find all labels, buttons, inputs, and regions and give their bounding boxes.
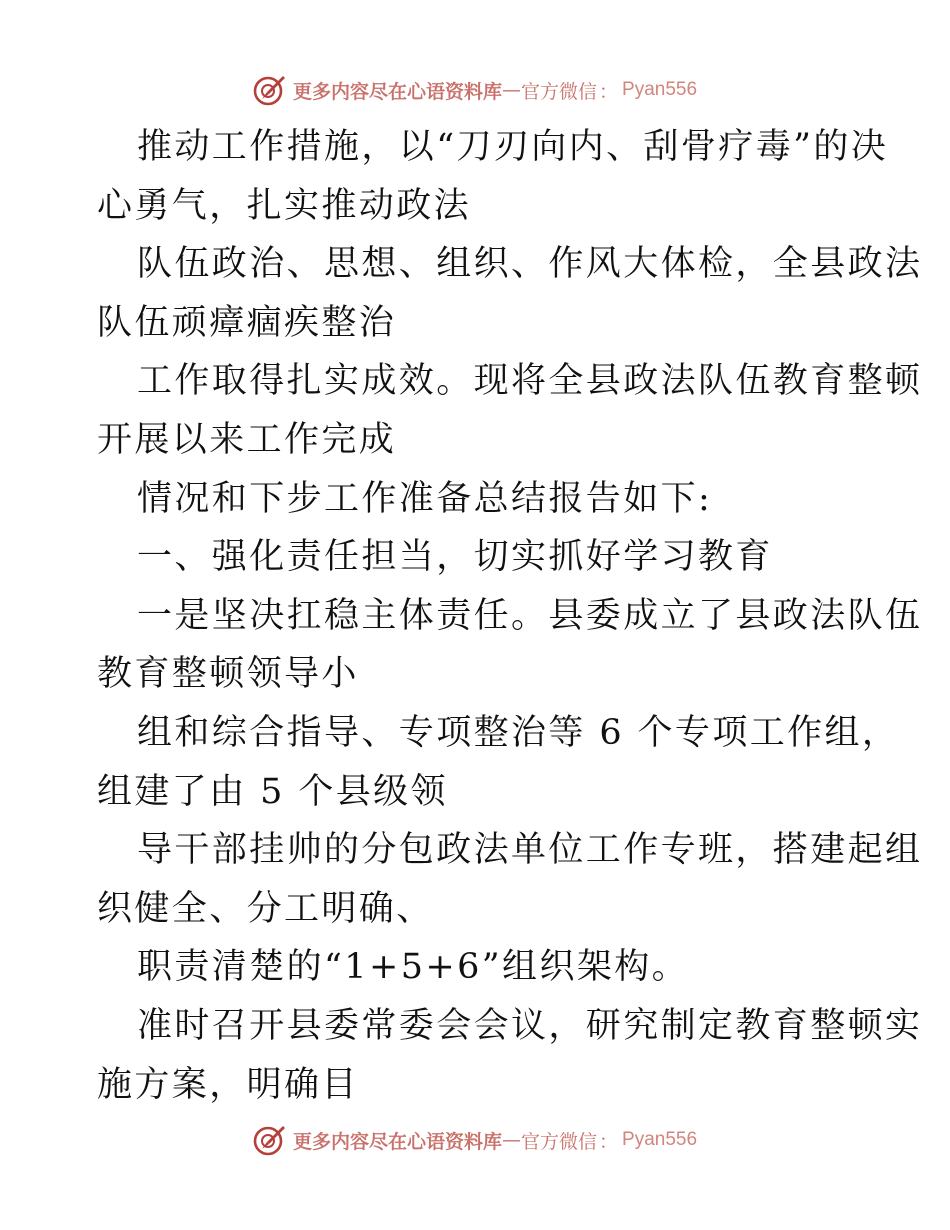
wechat-colon: ：: [599, 80, 619, 103]
text-line: 织健全、分工明确、: [97, 888, 434, 929]
wechat-colon: ：: [599, 1130, 619, 1153]
quill-logo-icon: [253, 1123, 287, 1157]
text-line: 组和综合指导、专项整治等 6 个专项工作组，: [137, 712, 900, 753]
separator-dash: —: [501, 1129, 521, 1151]
text-line: 开展以来工作完成: [97, 419, 397, 460]
document-body: [97, 118, 923, 1114]
section-heading: 一、强化责任担当，切实抓好学习教育: [137, 537, 773, 578]
text-line: 队伍顽瘴痼疾整治: [97, 302, 397, 343]
text-line: 职责清楚的“1+5+6”组织架构。: [137, 947, 690, 988]
header-watermark-banner: [0, 70, 950, 110]
wechat-id: Pyan556: [622, 1129, 698, 1150]
wechat-id: Pyan556: [622, 79, 698, 100]
text-line: 组建了由 5 个县级领: [97, 771, 448, 812]
text-line: 教育整顿领导小: [97, 654, 359, 695]
text-line: 导干部挂帅的分包政法单位工作专班，搭建起组: [137, 830, 923, 871]
text-line: 一是坚决扛稳主体责任。县委成立了县政法队伍: [137, 595, 923, 636]
separator-dash: —: [501, 79, 521, 101]
text-line: 准时召开县委常委会会议，研究制定教育整顿实: [137, 1005, 923, 1046]
wechat-label: 官方微信: [520, 1130, 597, 1153]
footer-watermark-banner: [0, 1120, 950, 1160]
text-line: 推动工作措施，以“刀刃向内、刮骨疗毒”的决: [137, 127, 889, 167]
quill-logo-icon: [253, 73, 287, 107]
text-line: 队伍政治、思想、组织、作风大体检，全县政法: [137, 244, 923, 285]
wechat-label: 官方微信: [520, 80, 597, 103]
text-line: 情况和下步工作准备总结报告如下:: [137, 478, 713, 519]
text-line: 施方案，明确目: [97, 1064, 359, 1105]
text-line: 心勇气，扎实推动政法: [97, 185, 472, 226]
text-line: 工作取得扎实成效。现将全县政法队伍教育整顿: [137, 361, 923, 402]
site-name-text: 更多内容尽在心语资料库: [292, 80, 502, 103]
site-name-text: 更多内容尽在心语资料库: [292, 1130, 502, 1153]
